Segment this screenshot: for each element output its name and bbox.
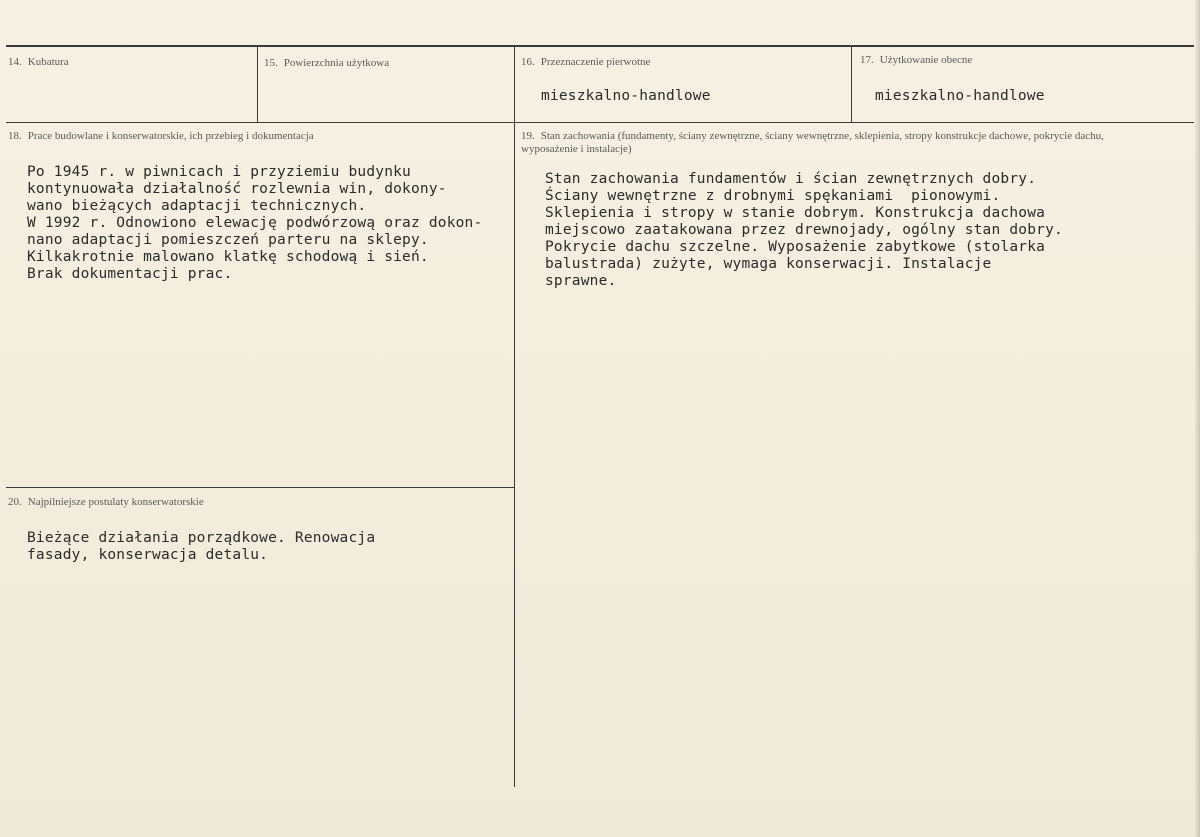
field-20-line: fasady, konserwacja detalu. — [27, 547, 269, 563]
field-15-label: 15. Powierzchnia użytkowa — [264, 57, 390, 69]
row1-bottom-line — [6, 122, 1194, 123]
field-18-line: Po 1945 r. w piwnicach i przyziemiu budynku — [27, 164, 411, 180]
divider-16-17 — [851, 47, 852, 122]
field-20-label: 20. Najpilniejsze postulaty konserwatorskie — [8, 496, 204, 508]
field-19-line: balustrada) zużyte, wymaga konserwacji. Instalacje — [545, 256, 992, 272]
field-18-line: W 1992 r. Odnowiono elewację podwórzową oraz dokon- — [27, 215, 483, 231]
field-17-value: mieszkalno-handlowe — [875, 88, 1045, 104]
field-18-line: Kilkakrotnie malowano klatkę schodową i sień. — [27, 249, 429, 265]
field-20-line: Bieżące działania porządkowe. Renowacja — [27, 530, 376, 546]
field-19-label: 19. Stan zachowania (fundamenty, ściany zewnętrzne, ściany wewnętrzne, sklepienia, stropy konstrukcje dachowe, pokrycie dachu, wyposażenie i instalacje) — [521, 130, 1104, 155]
field-18-line: kontynuowała działalność rozlewnia win, dokony- — [27, 181, 447, 197]
field-18-line: nano adaptacji pomieszczeń parteru na sklepy. — [27, 232, 429, 248]
field-19-line: miejscowo zaatakowana przez drewnojady, ogólny stan dobry. — [545, 222, 1063, 238]
field-19-line: Ściany wewnętrzne z drobnymi spękaniami pionowymi. — [545, 188, 1001, 204]
field-17-label: 17. Użytkowanie obecne — [860, 54, 973, 66]
field-19-line: sprawne. — [545, 273, 617, 289]
field-18-label: 18. Prace budowlane i konserwatorskie, ich przebieg i dokumentacja — [8, 130, 314, 142]
field-16-value: mieszkalno-handlowe — [541, 88, 711, 104]
field-18-line: Brak dokumentacji prac. — [27, 266, 233, 282]
field-19-line: Stan zachowania fundamentów i ścian zewnętrznych dobry. — [545, 171, 1037, 187]
divider-14-15 — [257, 47, 258, 122]
top-border-line — [6, 45, 1194, 47]
field-19-line: Sklepienia i stropy w stanie dobrym. Konstrukcja dachowa — [545, 205, 1046, 221]
field-19-line: Pokrycie dachu szczelne. Wyposażenie zabytkowe (stolarka — [545, 239, 1046, 255]
field-16-label: 16. Przeznaczenie pierwotne — [521, 56, 651, 68]
field-18-line: wano bieżących adaptacji technicznych. — [27, 198, 367, 214]
field-14-label: 14. Kubatura — [8, 56, 69, 68]
divider-15-16 — [514, 47, 515, 787]
box20-top-line — [6, 487, 514, 488]
card-edge-shadow — [1194, 0, 1200, 837]
